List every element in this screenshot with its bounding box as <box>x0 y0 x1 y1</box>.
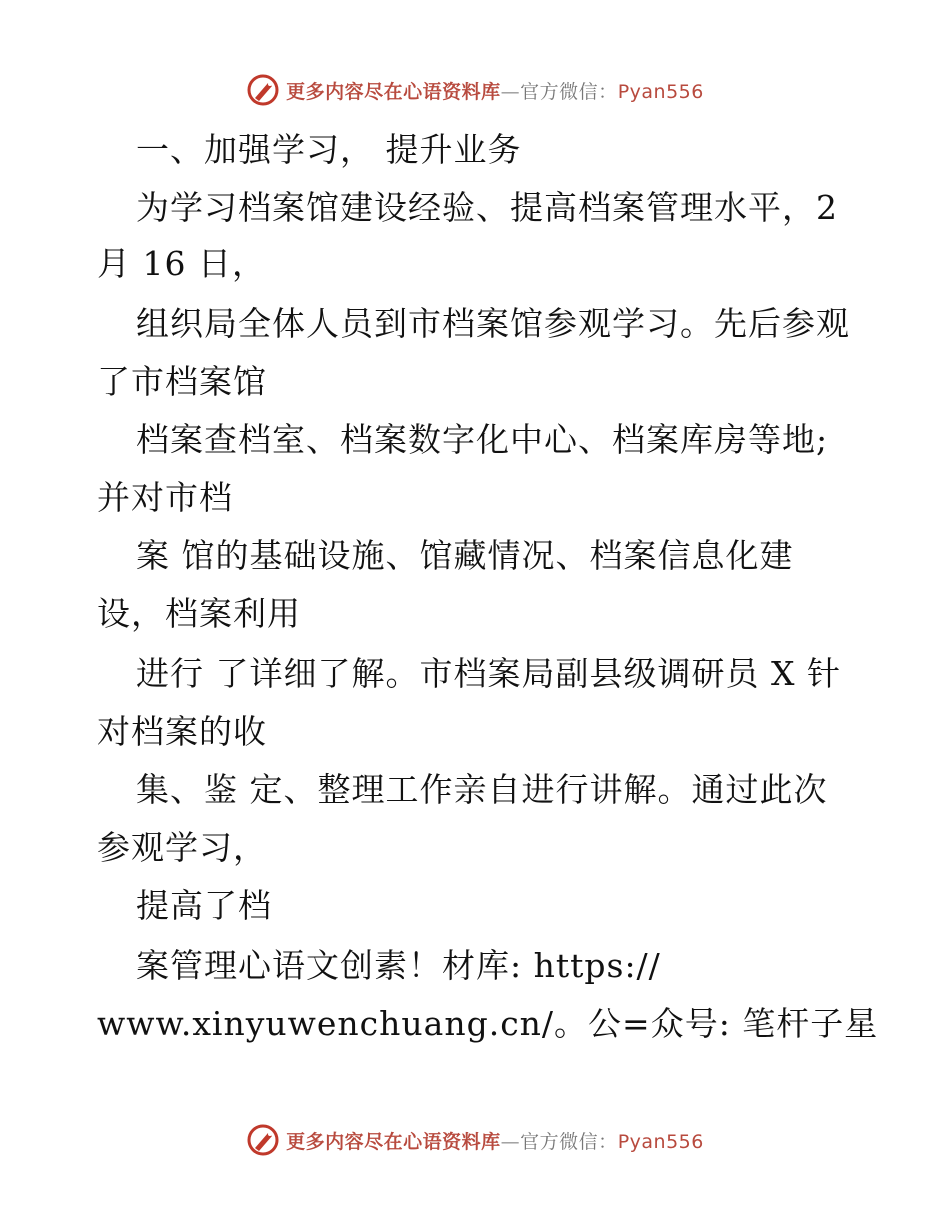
banner-wechat-label: 官方微信： <box>520 80 618 103</box>
doc-line: 进行 了详细了解。市档案局副县级调研员 X 针 <box>136 654 841 693</box>
doc-line: 了市档案馆 <box>97 362 267 401</box>
doc-line: 案 馆的基础设施、馆藏情况、档案信息化建 <box>136 536 794 575</box>
banner-wechat-id: Pyan556 <box>617 80 704 103</box>
banner-separator: — <box>500 1130 521 1153</box>
banner-separator: — <box>500 80 521 103</box>
doc-line: 参观学习， <box>97 828 267 867</box>
doc-line: 设，档案利用 <box>97 594 301 633</box>
banner-text <box>286 1127 704 1154</box>
banner-text <box>286 77 704 104</box>
doc-line: 档案查档室、档案数字化中心、档案库房等地; <box>136 420 829 459</box>
doc-line-heading: 一、加强学习， 提升业务 <box>136 130 522 169</box>
footer-banner <box>0 1120 950 1160</box>
doc-line: 月 16 日， <box>97 244 266 283</box>
banner-brand-text: 更多内容尽在心语资料库 <box>286 80 501 103</box>
doc-line: 集、鉴 定、整理工作亲自进行讲解。通过此次 <box>136 770 828 809</box>
pen-logo-icon <box>246 1123 280 1157</box>
banner-wechat-id: Pyan556 <box>617 1130 704 1153</box>
doc-line: www.xinyuwenchuang.cn/。公=众号: 笔杆子星 <box>97 1004 879 1043</box>
doc-line: 并对市档 <box>97 478 233 517</box>
doc-line: 为学习档案馆建设经验、提高档案管理水平，2 <box>136 188 838 227</box>
doc-line: 案管理心语文创素！材库: https:// <box>136 946 661 985</box>
doc-line: 组织局全体人员到市档案馆参观学习。先后参观 <box>136 304 850 343</box>
banner-brand-text: 更多内容尽在心语资料库 <box>286 1130 501 1153</box>
banner-wechat-label: 官方微信： <box>520 1130 618 1153</box>
pen-logo-icon <box>246 73 280 107</box>
doc-line: 对档案的收 <box>97 712 267 751</box>
header-banner <box>0 70 950 110</box>
doc-line: 提高了档 <box>136 886 272 925</box>
